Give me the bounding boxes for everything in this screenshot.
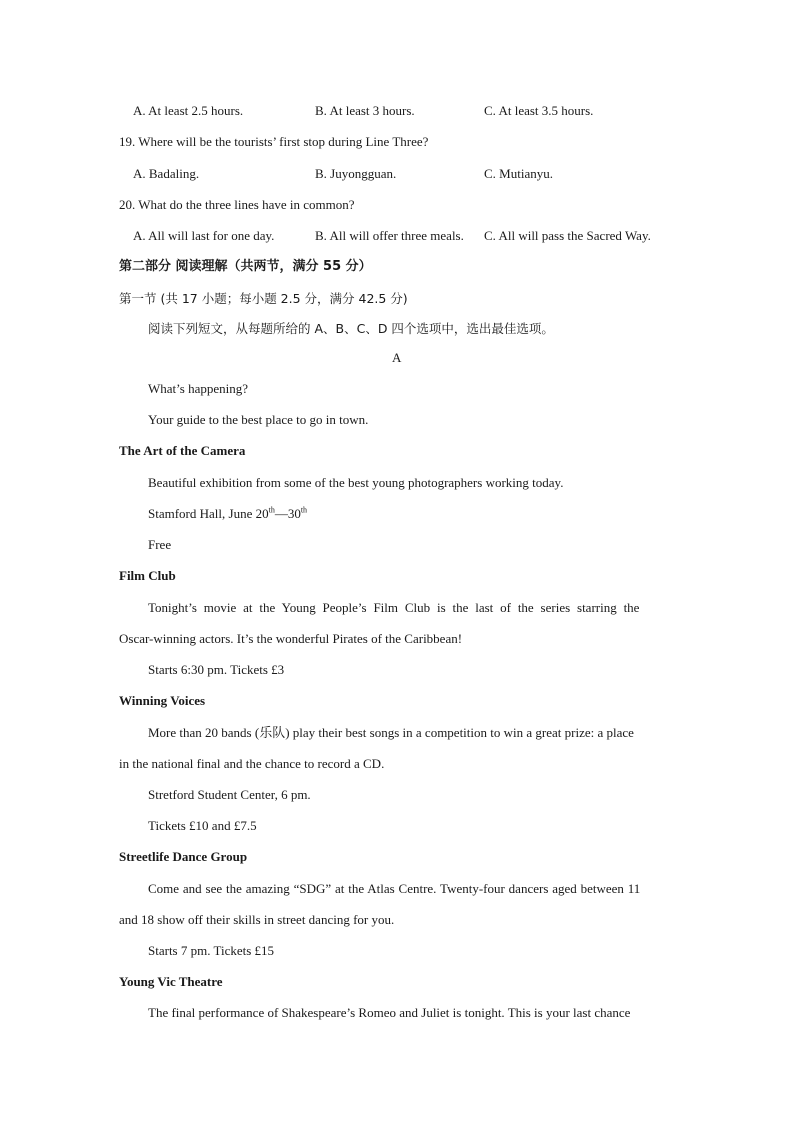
event-desc-voices-2: in the national final and the chance to record a CD. (119, 756, 385, 771)
event-desc-theatre-1: The final performance of Shakespeare’s Romeo and Juliet is tonight. This is your last chance (148, 1005, 631, 1020)
q18-option-b: B. At least 3 hours. (315, 103, 415, 118)
event-info-dance: Starts 7 pm. Tickets £15 (148, 943, 275, 958)
q18-option-a: A. At least 2.5 hours. (133, 103, 244, 118)
event-desc-voices-1: More than 20 bands (乐队) play their best songs in a competition to win a great prize: a place (148, 725, 634, 740)
event-title-theatre: Young Vic Theatre (119, 974, 223, 989)
q18-option-c: C. At least 3.5 hours. (484, 103, 594, 118)
event-title-film: Film Club (119, 568, 176, 583)
event-venue-voices: Stretford Student Center, 6 pm. (148, 787, 311, 802)
event-desc-film-1: Tonight’s movie at the Young People’s Film Club is the last of the series starring the (148, 600, 640, 615)
q19-option-c: C. Mutianyu. (484, 166, 553, 181)
event-desc-art: Beautiful exhibition from some of the best young photographers working today. (148, 475, 564, 490)
intro-line-2: Your guide to the best place to go in town. (148, 412, 369, 427)
q20-option-a: A. All will last for one day. (133, 228, 275, 243)
q20-stem: 20. What do the three lines have in common? (119, 197, 355, 212)
q19-option-b: B. Juyongguan. (315, 166, 397, 181)
event-tickets-voices: Tickets £10 and £7.5 (148, 818, 257, 833)
part2-title: 第二部分 阅读理解（共两节，满分 55 分） (119, 259, 372, 274)
q20-option-b: B. All will offer three meals. (315, 228, 464, 243)
event-title-art: The Art of the Camera (119, 443, 246, 458)
event-price-art: Free (148, 537, 172, 552)
q20-option-c: C. All will pass the Sacred Way. (484, 228, 651, 243)
event-desc-dance-1: Come and see the amazing “SDG” at the Atlas Centre. Twenty-four dancers aged between 11 (148, 881, 641, 896)
section1-heading: 第一节 (共 17 小题；每小题 2.5 分，满分 42.5 分) (119, 291, 408, 306)
q19-stem: 19. Where will be the tourists’ first stop during Line Three? (119, 134, 429, 149)
event-title-voices: Winning Voices (119, 693, 206, 708)
event-desc-film-2: Oscar-winning actors. It’s the wonderful Pirates of the Caribbean! (119, 631, 463, 646)
intro-line-1: What’s happening? (148, 381, 248, 396)
q19-option-a: A. Badaling. (133, 166, 200, 181)
event-info-film: Starts 6:30 pm. Tickets £3 (148, 662, 285, 677)
instruction: 阅读下列短文，从每题所给的 A、B、C、D 四个选项中，选出最佳选项。 (148, 321, 554, 336)
passage-label: A (392, 350, 402, 365)
event-desc-dance-2: and 18 show off their skills in street dancing for you. (119, 912, 395, 927)
event-title-dance: Streetlife Dance Group (119, 849, 248, 864)
event-venue-art: Stamford Hall, June 20th—30th (148, 505, 308, 521)
